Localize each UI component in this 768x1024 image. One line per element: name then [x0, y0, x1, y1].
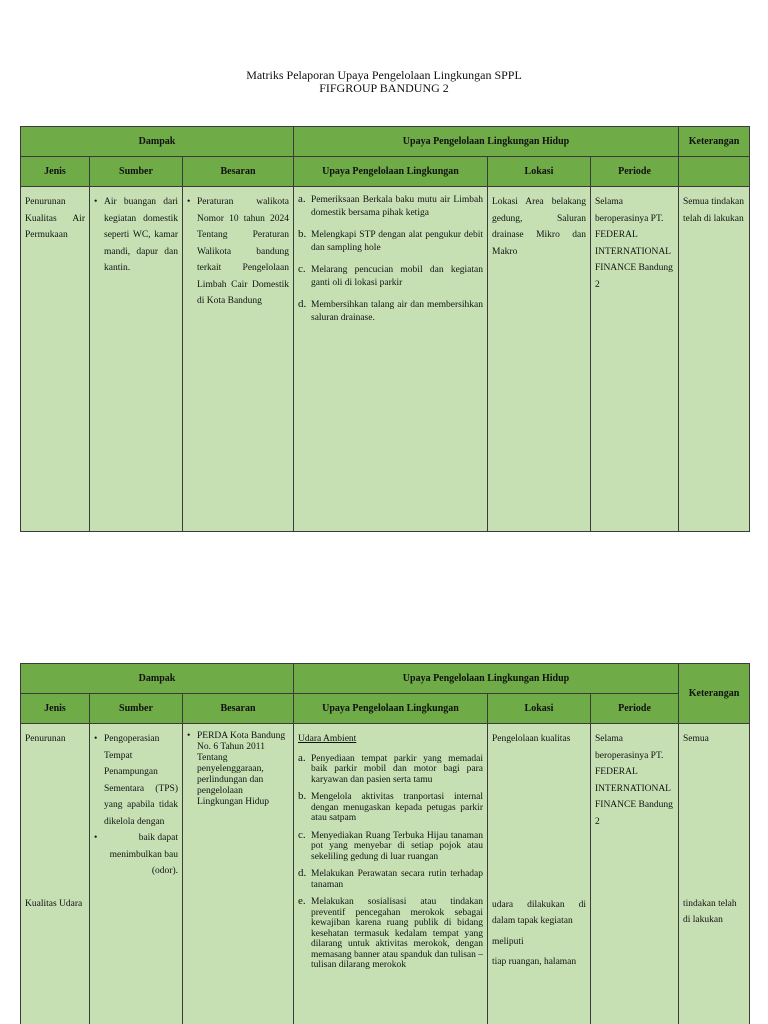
- cell-besaran: [183, 187, 294, 532]
- cell-upaya: [294, 724, 488, 1024]
- header-lokasi: Lokasi: [488, 157, 591, 187]
- header-upaya: Upaya Pengelolaan Lingkungan: [294, 157, 488, 187]
- list-item: c. Melarang pencucian mobil dan kegiatan ganti oli di lokasi parkir: [298, 263, 483, 288]
- list-item: b. Mengelola aktivitas tranportasi internal dengan menugaskan kepada petugas parkir atau satpam: [298, 790, 483, 823]
- header-keterangan: Keterangan: [679, 127, 750, 157]
- header-dampak: Dampak: [21, 127, 294, 157]
- header-jenis: Jenis: [21, 157, 90, 187]
- cell-jenis: Penurunan Kualitas Air Permukaan: [21, 187, 90, 532]
- list-item: a. Pemeriksaan Berkala baku mutu air Limbah domestik bersama pihak ketiga: [298, 193, 483, 218]
- list-item: e. Melakukan sosialisasi atau tindakan preventif pencegahan merokok sebagai kewajiban karena ruang publik di bidang kesehatan termasuk kedalam tempat yang dilarang untuk aktivitas merokok, dengan memasang banner atau spanduk dan tulisan – tulisan dilarang merokok: [298, 895, 484, 970]
- header-upaya-group: Upaya Pengelolaan Lingkungan Hidup: [294, 127, 679, 157]
- lokasi-line: udara dilakukan di dalam tapak kegiatan: [492, 899, 586, 926]
- lokasi-line: tiap ruangan, halaman: [492, 957, 577, 967]
- keterangan-line-2: tindakan telah di lakukan: [683, 898, 737, 925]
- cell-jenis: [21, 724, 90, 1024]
- cell-periode: Selama beroperasinya PT. FEDERAL INTERNATIONAL FINANCE Bandung 2: [591, 724, 679, 1024]
- cell-lokasi: Lokasi Area belakang gedung, Saluran drainase Mikro dan Makro: [488, 187, 591, 532]
- matrix-table-2: [20, 663, 750, 1024]
- table-row: [21, 724, 750, 1024]
- title-line-1: Matriks Pelaporan Upaya Pengelolaan Lingkungan SPPL: [246, 68, 522, 82]
- header-periode: Periode: [591, 157, 679, 187]
- list-item: • Peraturan walikota Nomor 10 tahun 2024 Tentang Peraturan Walikota bandung terkait Pengelolaan Limbah Cair Domestik di Kota Bandung: [187, 194, 289, 310]
- list-item: • Pengoperasian Tempat Penampungan Sementara (TPS) yang apabila tidak dikelola dengan: [94, 731, 178, 830]
- cell-sumber: [90, 187, 183, 532]
- lokasi-line: meliputi: [492, 936, 524, 947]
- keterangan-line-1: Semua: [683, 734, 709, 744]
- list-item: • baik dapat menimbulkan bau (odor).: [94, 830, 178, 880]
- cell-upaya: [294, 187, 488, 532]
- cell-periode: Selama beroperasinya PT. FEDERAL INTERNATIONAL FINANCE Bandung 2: [591, 187, 679, 532]
- cell-besaran: [183, 724, 294, 1024]
- title-line-2: FIFGROUP BANDUNG 2: [319, 81, 449, 95]
- header-keterangan: Keterangan: [679, 664, 750, 724]
- header-empty: [679, 157, 750, 187]
- table-row: [21, 187, 750, 532]
- header-periode: Periode: [591, 694, 679, 724]
- cell-sumber: [90, 724, 183, 1024]
- section-subtitle: Udara Ambient: [298, 734, 357, 744]
- header-besaran: Besaran: [183, 157, 294, 187]
- header-upaya-group: Upaya Pengelolaan Lingkungan Hidup: [294, 664, 679, 694]
- cell-lokasi: [488, 724, 591, 1024]
- cell-keterangan: Semua tindakan telah di lakukan: [679, 187, 750, 532]
- list-item: • Air buangan dari kegiatan domestik seperti WC, kamar mandi, dapur dan kantin.: [94, 194, 178, 277]
- jenis-line-2: Kualitas Udara: [25, 898, 83, 909]
- matrix-table-1: [20, 126, 750, 532]
- header-dampak: Dampak: [21, 664, 294, 694]
- list-item: • PERDA Kota Bandung No. 6 Tahun 2011 Tentang penyelenggaraan, perlindungan dan pengelolaan Lingkungan Hidup: [187, 731, 289, 808]
- header-sumber: Sumber: [90, 157, 183, 187]
- list-item: c. Menyediakan Ruang Terbuka Hijau tanaman pot yang menyebar di setiap pojok atau sekeliling gedung di luar ruangan: [298, 828, 483, 862]
- lokasi-line: Pengelolaan kualitas: [492, 734, 571, 744]
- jenis-line-1: Penurunan: [25, 734, 66, 744]
- list-item: b. Melengkapi STP dengan alat pengukur debit dan sampling hole: [298, 228, 483, 253]
- list-item: d. Melakukan Perawatan secara rutin terhadap tanaman: [298, 867, 483, 890]
- header-besaran: Besaran: [183, 694, 294, 724]
- header-jenis: Jenis: [21, 694, 90, 724]
- list-item: a. Penyediaan tempat parkir yang memadai baik parkir mobil dan motor bagi para karyawan dan pasien serta tamu: [298, 751, 483, 785]
- header-lokasi: Lokasi: [488, 694, 591, 724]
- list-item: d. Membersihkan talang air dan membersihkan saluran drainase.: [298, 298, 483, 323]
- cell-keterangan: [679, 724, 750, 1024]
- document-title: [0, 69, 768, 95]
- header-upaya: Upaya Pengelolaan Lingkungan: [294, 694, 488, 724]
- header-sumber: Sumber: [90, 694, 183, 724]
